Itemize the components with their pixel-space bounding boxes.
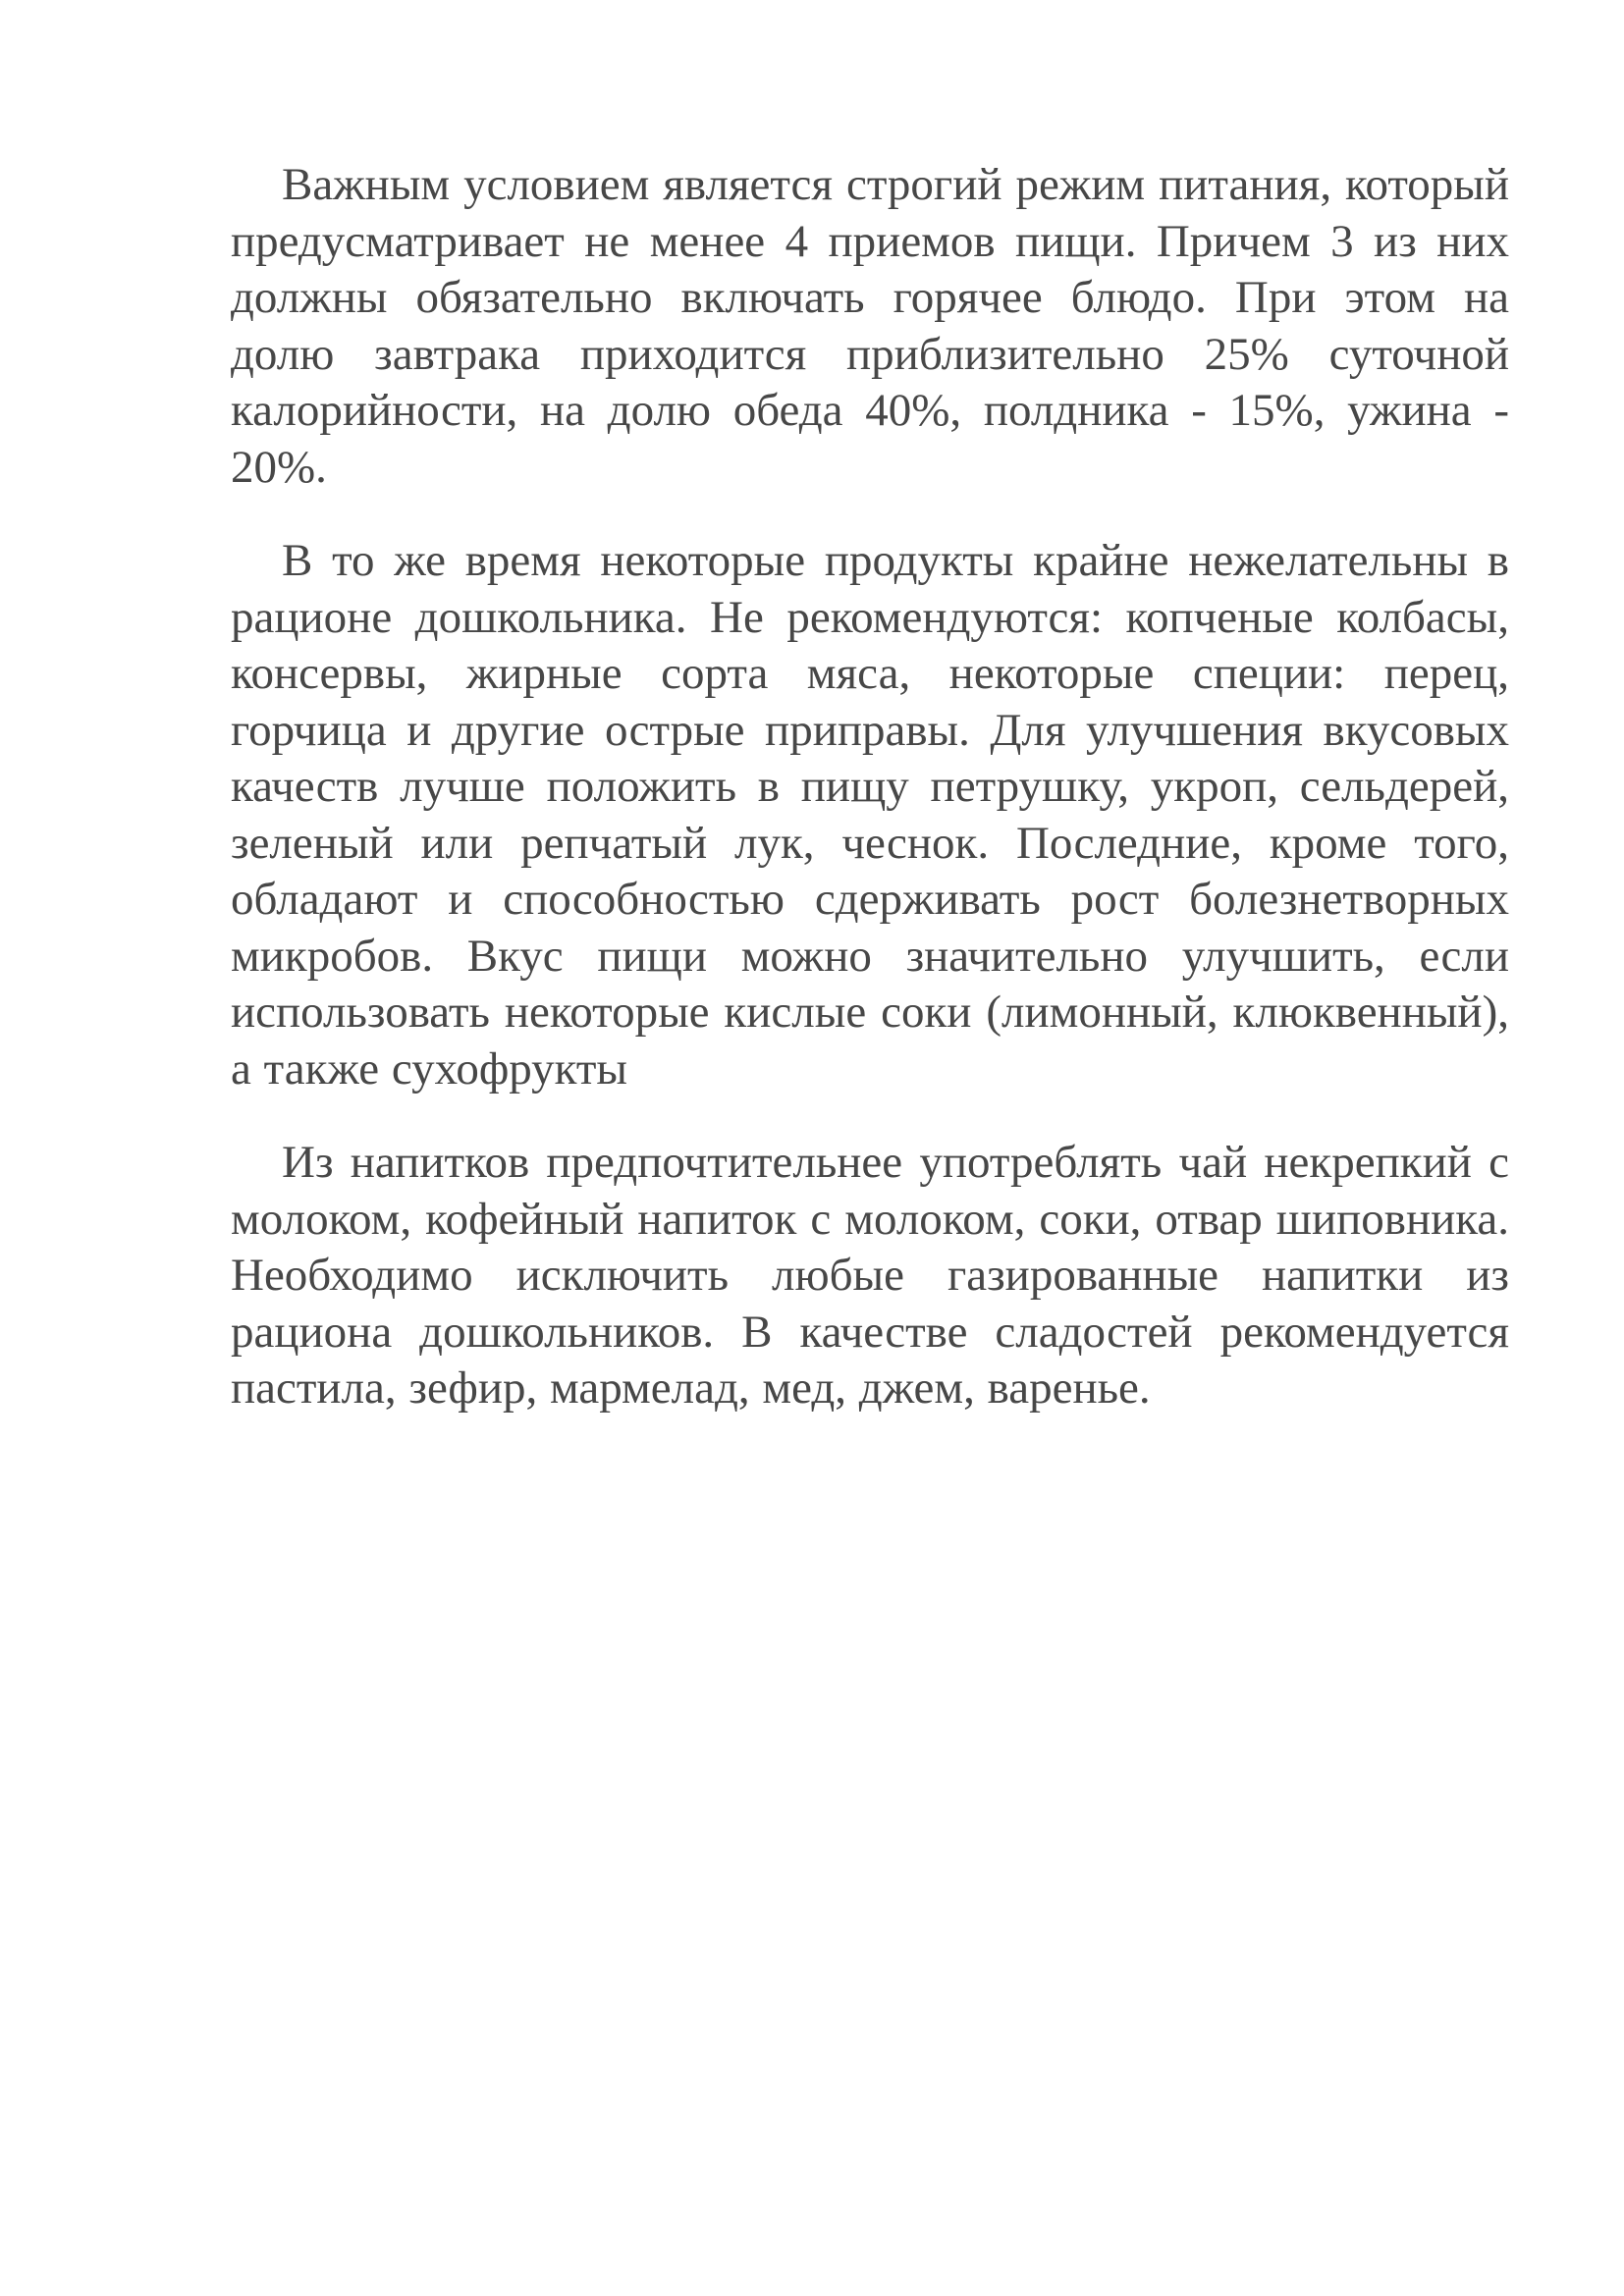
paragraph-undesirable-products: В то же время некоторые продукты крайне нежелательны в рационе дошкольника. Не рекомендуются: копченые колбасы, консервы, жирные сорта мяса, некоторые специи: перец, горчица и другие острые приправы. Для улучшения вкусовых качеств лучше положить в пищу петрушку, укроп, сельдерей, зеленый или репчатый лук, чеснок. Последние, кроме того, обладают и способностью сдерживать рост болезнетворных микробов. Вкус пищи можно значительно улучшить, если использовать некоторые кислые соки (лимонный, клюквенный), а также сухофрукты bbox=[231, 535, 1509, 1095]
paragraph-meal-regime: Важным условием является строгий режим питания, который предусматривает не менее 4 приемов пищи. Причем 3 из них должны обязательно включать горячее блюдо. При этом на долю завтрака приходится приблизительно 25% суточной калорийности, на долю обеда 40%, полдника - 15%, ужина - 20%. bbox=[231, 159, 1509, 493]
paragraph-drinks-and-sweets: Из напитков предпочтительнее употреблять чай некрепкий с молоком, кофейный напиток с молоком, соки, отвар шиповника. Необходимо исключить любые газированные напитки из рациона дошкольников. В качестве сладостей рекомендуется пастила, зефир, мармелад, мед, джем, варенье. bbox=[231, 1137, 1509, 1414]
